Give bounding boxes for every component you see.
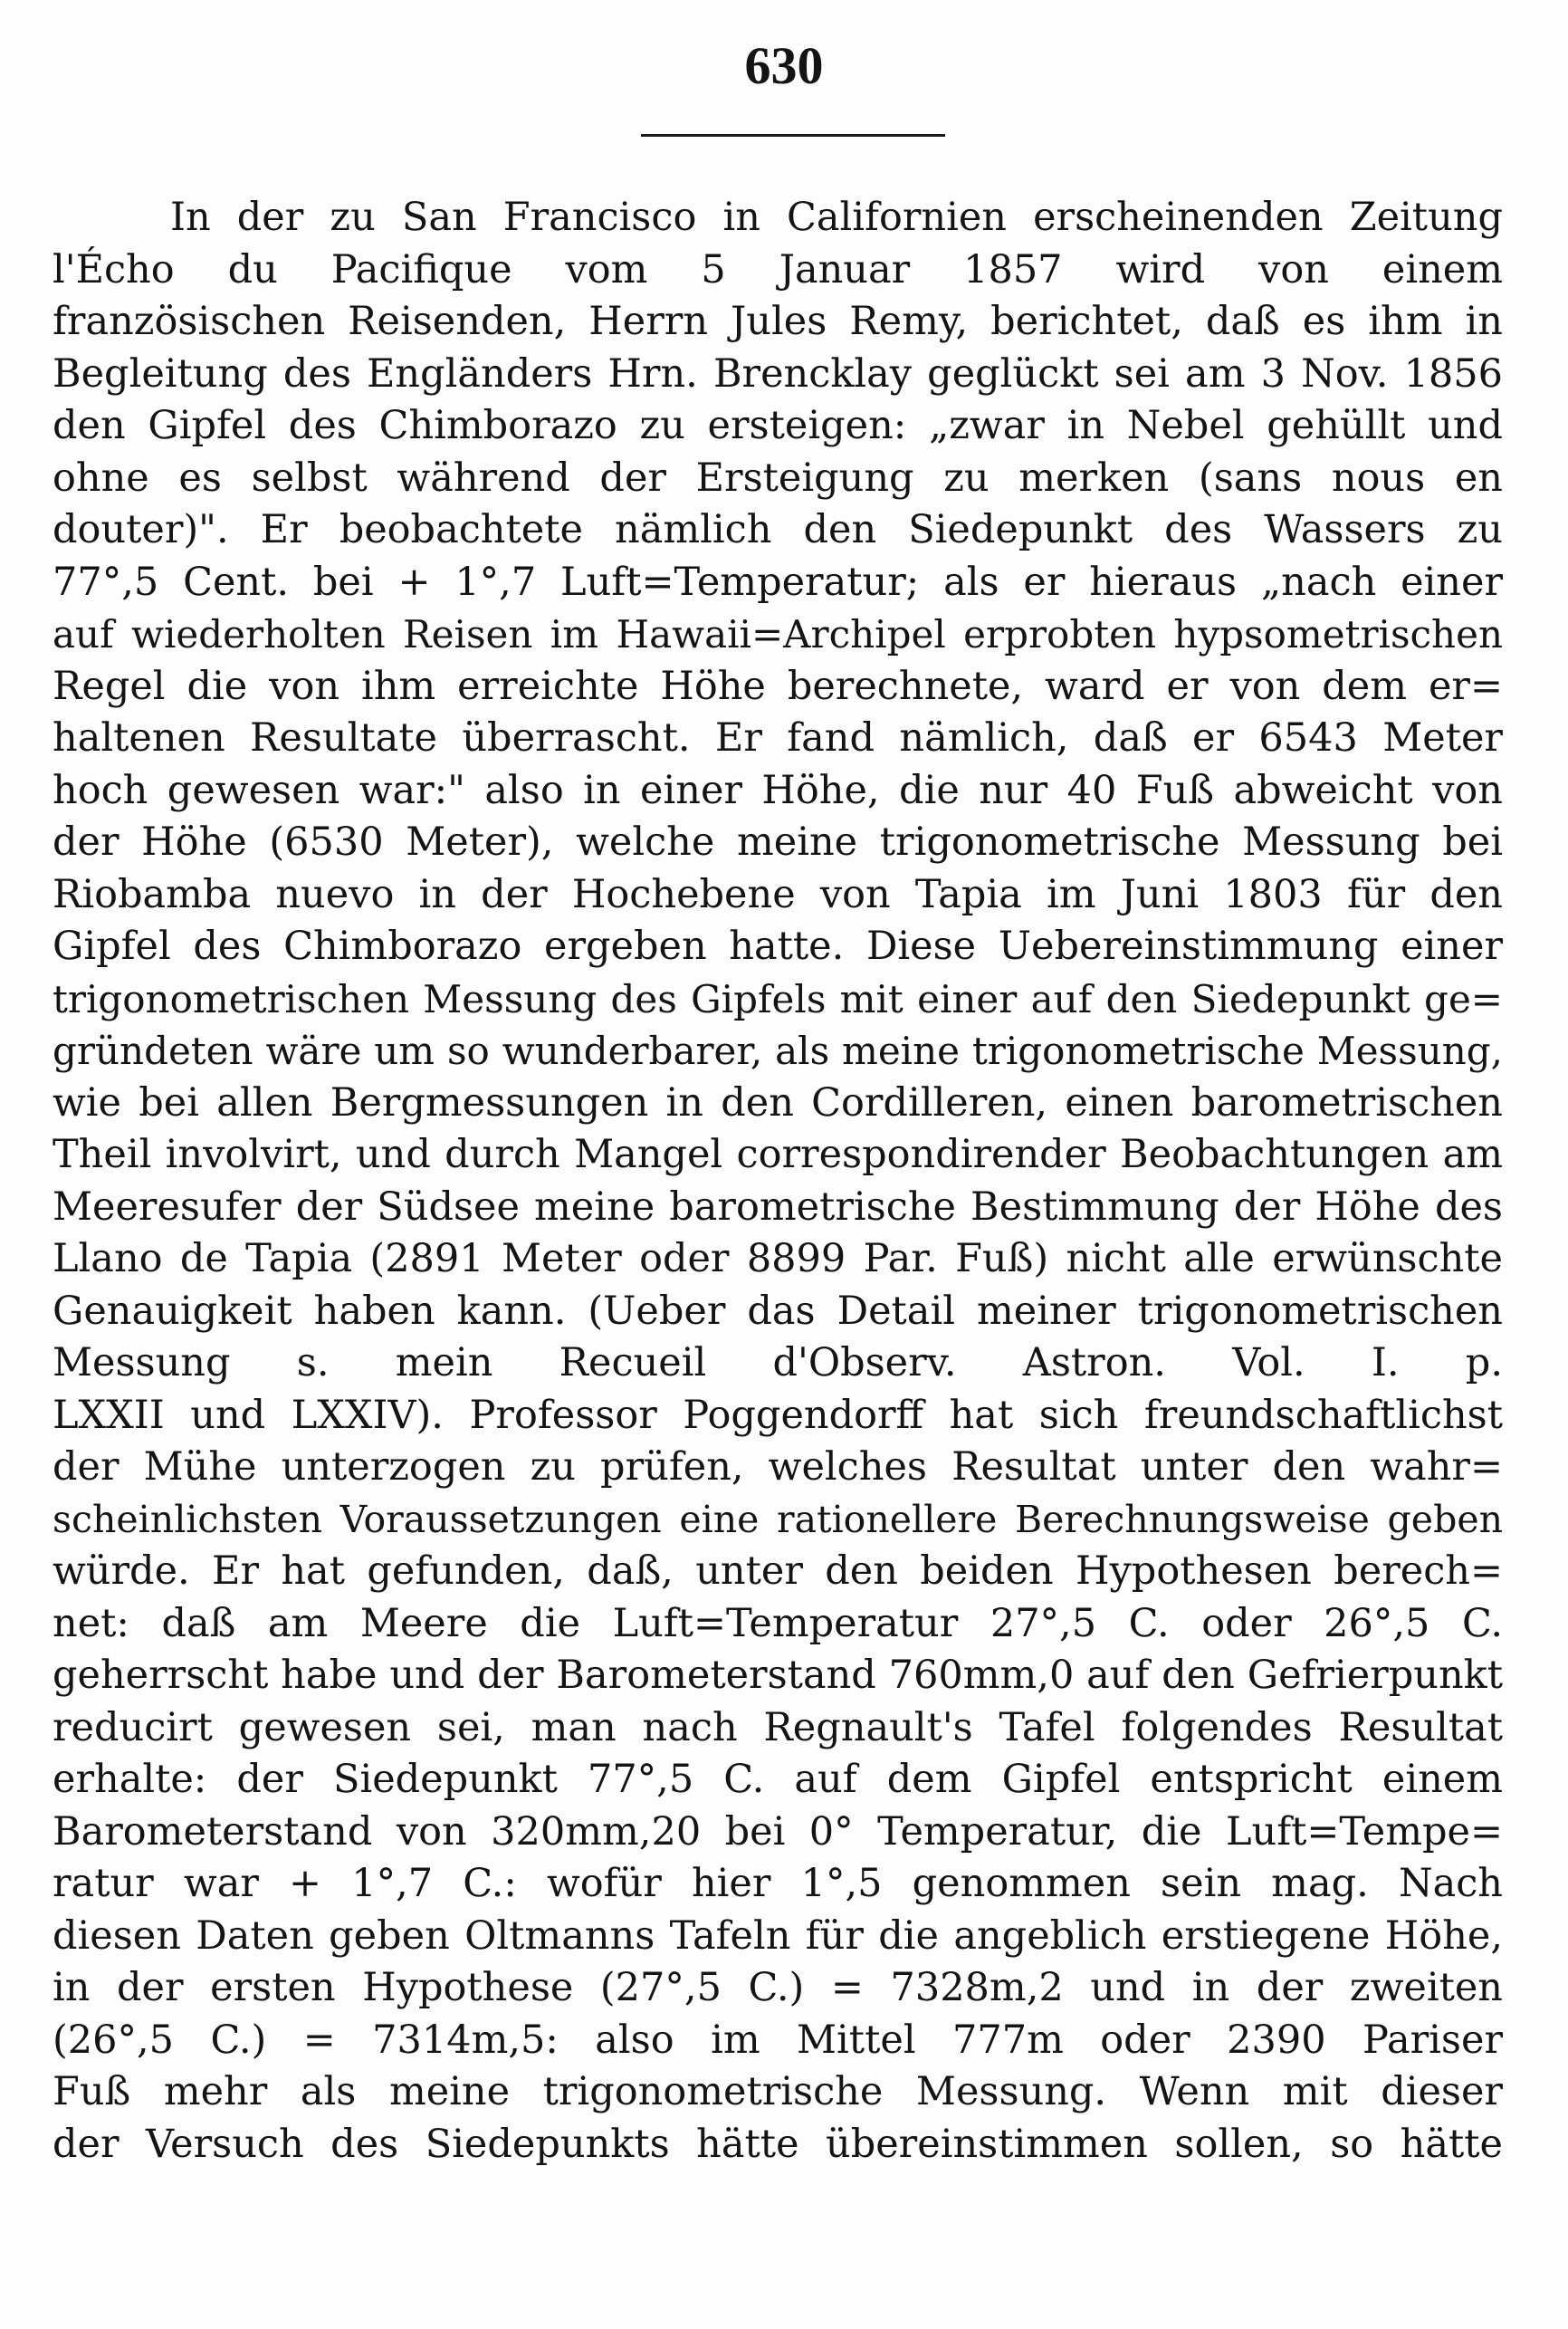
text-line: Meeresufer der Südsee meine barometrische Bestimmung der Höhe des bbox=[53, 1184, 1503, 1230]
text-line: Llano de Tapia (2891 Meter oder 8899 Par. Fuß) nicht alle erwünschte bbox=[53, 1236, 1503, 1281]
text-line: der Versuch des Siedepunkts hätte übereinstimmen sollen, so hätte bbox=[53, 2121, 1503, 2167]
text-line: gründeten wäre um so wunderbarer, als meine trigonometrische Messung, bbox=[53, 1029, 1503, 1073]
text-line: reducirt gewesen sei, man nach Regnault's Tafel folgendes Resultat bbox=[53, 1704, 1503, 1750]
text-line: auf wiederholten Reisen im Hawaii=Archipel erprobten hypsometrischen bbox=[53, 612, 1503, 657]
page-number: 630 bbox=[744, 36, 824, 95]
text-line: ratur war + 1°,7 C.: wofür hier 1°,5 genommen sein mag. Nach bbox=[53, 1861, 1503, 1906]
text-line: l'Écho du Pacifique vom 5 Januar 1857 wird von einem bbox=[53, 246, 1503, 292]
body-text bbox=[53, 192, 1503, 2171]
text-line: hoch gewesen war:" also in einer Höhe, die nur 40 Fuß abweicht von bbox=[53, 767, 1503, 813]
text-line: Genauigkeit haben kann. (Ueber das Detail meiner trigonometrischen bbox=[53, 1288, 1503, 1334]
text-line: net: daß am Meere die Luft=Temperatur 27°,5 C. oder 26°,5 C. bbox=[53, 1600, 1503, 1646]
text-line: den Gipfel des Chimborazo zu ersteigen: „zwar in Nebel gehüllt und bbox=[53, 403, 1503, 448]
text-line: Begleitung des Engländers Hrn. Brencklay geglückt sei am 3 Nov. 1856 bbox=[53, 350, 1503, 397]
text-line: Riobamba nuevo in der Hochebene von Tapia im Juni 1803 für den bbox=[53, 871, 1503, 917]
text-line: LXXII und LXXIV). Professor Poggendorff hat sich freundschaftlichst bbox=[53, 1392, 1503, 1438]
text-line: wie bei allen Bergmessungen in den Cordilleren, einen barometrischen bbox=[53, 1079, 1503, 1126]
text-line: Barometerstand von 320mm,20 bei 0° Temperatur, die Luft=Tempe= bbox=[53, 1808, 1503, 1855]
text-line: in der ersten Hypothese (27°,5 C.) = 7328m,2 und in der zweiten bbox=[53, 1965, 1503, 2010]
text-line: Fuß mehr als meine trigonometrische Messung. Wenn mit dieser bbox=[53, 2069, 1503, 2114]
text-line: diesen Daten geben Oltmanns Tafeln für die angeblich erstiegene Höhe, bbox=[53, 1912, 1503, 1959]
text-line: haltenen Resultate überrascht. Er fand nämlich, daß er 6543 Meter bbox=[53, 715, 1503, 761]
text-line: würde. Er hat gefunden, daß, unter den beiden Hypothesen berech= bbox=[53, 1548, 1503, 1594]
text-line: 77°,5 Cent. bei + 1°,7 Luft=Temperatur; als er hieraus „nach einer bbox=[53, 559, 1503, 605]
text-line: (26°,5 C.) = 7314m,5: also im Mittel 777m oder 2390 Pariser bbox=[53, 2017, 1503, 2063]
text-line: ohne es selbst während der Ersteigung zu merken (sans nous en bbox=[53, 455, 1503, 501]
text-line: französischen Reisenden, Herrn Jules Remy, berichtet, daß es ihm in bbox=[53, 299, 1503, 344]
text-line: douter)". Er beobachtete nämlich den Siedepunkt des Wassers zu bbox=[53, 507, 1503, 552]
text-line: trigonometrischen Messung des Gipfels mit einer auf den Siedepunkt ge= bbox=[53, 976, 1503, 1021]
text-line: erhalte: der Siedepunkt 77°,5 C. auf dem Gipfel entspricht einem bbox=[53, 1757, 1503, 1802]
text-line: Messung s. mein Recueil d'Observ. Astron. Vol. I. p. bbox=[53, 1340, 1503, 1385]
text-line: scheinlichsten Voraussetzungen eine rationellere Berechnungsweise geben bbox=[53, 1497, 1503, 1541]
text-line: Regel die von ihm erreichte Höhe berechnete, ward er von dem er= bbox=[53, 663, 1503, 709]
text-line: der Höhe (6530 Meter), welche meine trigonometrische Messung bei bbox=[53, 819, 1503, 865]
text-line: geherrscht habe und der Barometerstand 760mm,0 auf den Gefrierpunkt bbox=[53, 1653, 1503, 1698]
text-line: In der zu San Francisco in Californien erscheinenden Zeitung bbox=[170, 195, 1503, 240]
text-line: der Mühe unterzogen zu prüfen, welches Resultat unter den wahr= bbox=[53, 1444, 1503, 1490]
text-line: Gipfel des Chimborazo ergeben hatte. Diese Uebereinstimmung einer bbox=[53, 924, 1503, 969]
header-rule bbox=[641, 134, 945, 137]
text-line: Theil involvirt, und durch Mangel correspondirender Beobachtungen am bbox=[53, 1132, 1503, 1177]
